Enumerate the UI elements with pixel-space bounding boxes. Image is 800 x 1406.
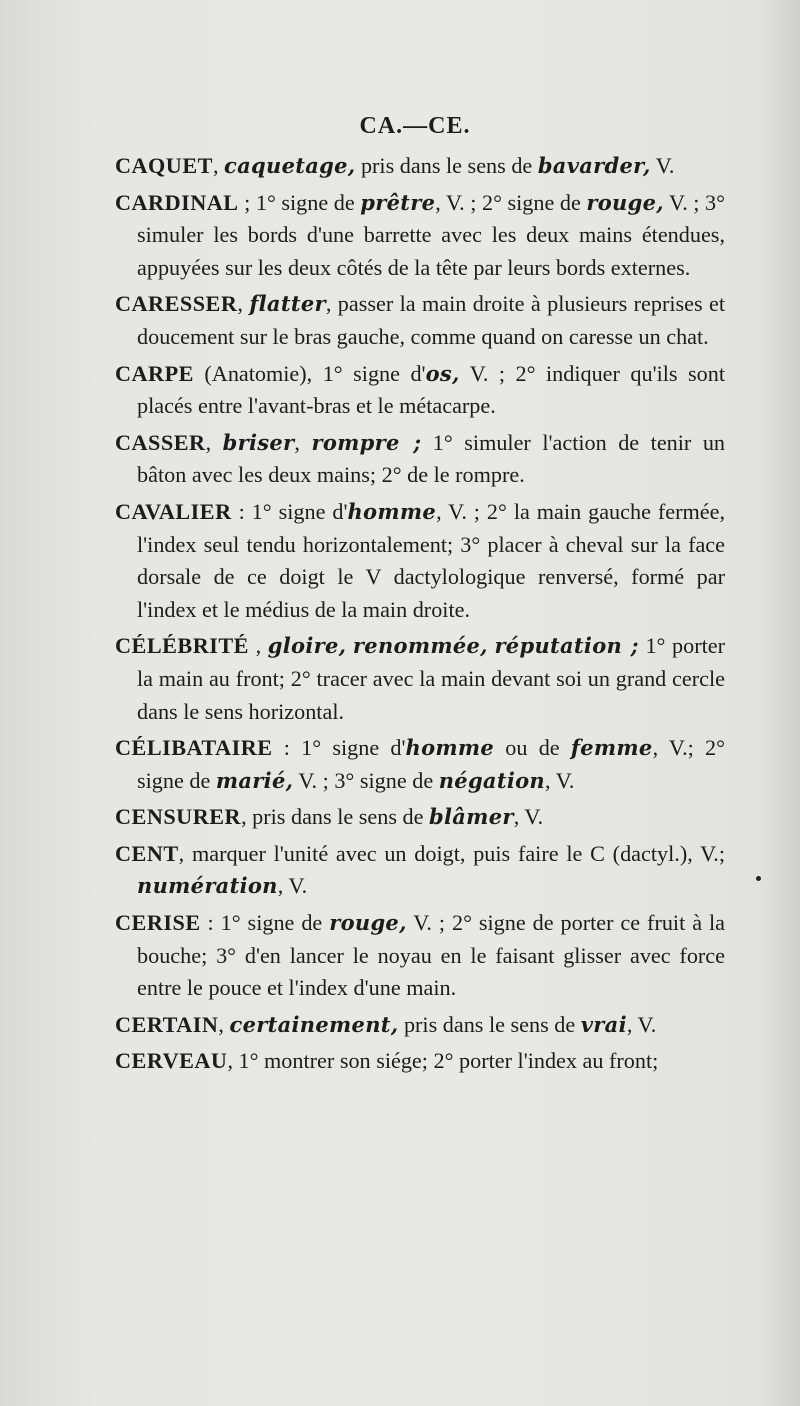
- definition-text: [346, 633, 353, 658]
- headword: CERVEAU: [115, 1048, 228, 1074]
- headword: CERISE: [115, 910, 201, 936]
- entry-casser: [115, 427, 725, 492]
- keyword: homme: [347, 498, 437, 524]
- keyword: rompre ;: [311, 429, 422, 455]
- entry-cerveau: [115, 1045, 725, 1078]
- keyword: réputation ;: [494, 633, 639, 659]
- keyword: briser: [222, 429, 295, 455]
- headword: CÉLIBATAIRE: [115, 735, 273, 761]
- entry-cerise: [115, 907, 725, 1005]
- definition-text: ,: [248, 633, 268, 659]
- keyword: certainement,: [229, 1011, 399, 1037]
- keyword: négation: [438, 767, 545, 793]
- headword: CAQUET: [115, 153, 213, 178]
- keyword: gloire,: [267, 633, 347, 659]
- definition-text: , V.: [277, 873, 308, 899]
- definition-text: pris dans le sens de: [398, 1011, 581, 1037]
- definition-text: , V. ; 2° signe de: [435, 189, 587, 215]
- headword: CASSER: [115, 429, 206, 455]
- headword: CAVALIER: [115, 498, 232, 524]
- definition-text: V. ; 3° simuler les bords d'une barrette avec les deux mains étendues, appuyées sur les deux côtés de la tête par leurs bords externes.: [137, 189, 725, 280]
- keyword: flatter: [249, 291, 326, 317]
- definition-text: pris dans le sens de: [355, 153, 538, 178]
- ink-speck: [756, 876, 761, 881]
- entry-carpe: [115, 358, 725, 423]
- definition-text: , V. ; 2° la main gauche fermée, l'index seul tendu horizontalement; 3° placer à cheval sur la face dorsale de ce doigt le V dactylologique renversé, formé par l'index et le médius de la main droite.: [137, 498, 726, 622]
- entry-celibataire: [115, 732, 725, 797]
- keyword: vrai: [580, 1011, 627, 1037]
- definition-text: , V.: [545, 767, 575, 793]
- entry-cavalier: [115, 496, 725, 626]
- headword: CARESSER: [115, 291, 238, 317]
- definition-text: : 1° signe de: [200, 910, 330, 936]
- keyword: renommée,: [352, 633, 488, 659]
- definition-text: , marquer l'unité avec un doigt, puis faire le C (dactyl.), V.;: [178, 840, 725, 866]
- definition-text: , V.; 2° signe de: [137, 735, 725, 793]
- definition-text: , pris dans le sens de: [241, 804, 430, 830]
- keyword: blâmer: [429, 804, 514, 830]
- definition-text: , passer la main droite à plusieurs reprises et doucement sur le bras gauche, comme quand on caresse un chat.: [137, 291, 725, 349]
- definition-text: ou de: [494, 735, 571, 761]
- keyword: femme: [570, 735, 653, 761]
- definition-text: V. ; 2° signe de porter ce fruit à la bouche; 3° d'en lancer le noyau en le faisant glisser avec force entre le pouce et l'index d'une main.: [137, 910, 725, 1001]
- definition-text: , 1° montrer son siége; 2° porter l'index au front;: [227, 1048, 659, 1074]
- keyword: marié,: [215, 767, 294, 793]
- definition-text: ,: [294, 429, 312, 455]
- entry-certain: [115, 1009, 725, 1042]
- headword: CÉLÉBRITÉ: [115, 633, 249, 659]
- definition-text: : 1° signe d': [231, 498, 348, 524]
- definition-text: V. ; 2° indiquer qu'ils sont placés entre l'avant-bras et le métacarpe.: [137, 360, 726, 419]
- headword: CENT: [115, 840, 179, 866]
- entry-celebrite: [115, 630, 725, 728]
- entry-cardinal: [115, 187, 725, 285]
- headword: CERTAIN: [115, 1011, 219, 1037]
- keyword: prêtre: [360, 189, 436, 215]
- keyword: os,: [425, 360, 460, 386]
- dictionary-entries: [115, 150, 725, 1082]
- keyword: numération: [137, 873, 278, 899]
- definition-text: , V.: [626, 1011, 657, 1037]
- definition-text: ,: [205, 429, 223, 455]
- headword: CARPE: [115, 360, 194, 386]
- definition-text: ,: [212, 153, 225, 178]
- definition-text: ,: [237, 291, 250, 317]
- definition-text: V.: [650, 153, 675, 178]
- definition-text: (Anatomie), 1° signe d': [193, 360, 426, 386]
- definition-text: V. ; 3° signe de: [293, 767, 439, 793]
- headword: CENSURER: [115, 804, 242, 830]
- definition-text: 1° simuler l'action de tenir un bâton avec les deux mains; 2° de le rompre.: [137, 429, 726, 488]
- definition-text: : 1° signe d': [272, 735, 406, 761]
- definition-text: ; 1° signe de: [238, 189, 361, 215]
- keyword: bavarder,: [537, 153, 651, 178]
- definition-text: , V.: [513, 804, 544, 830]
- keyword: homme: [405, 735, 495, 761]
- headword: CARDINAL: [115, 189, 239, 215]
- keyword: rouge,: [329, 910, 407, 936]
- page-header: CA.—CE.: [359, 113, 471, 139]
- entry-caquet: [115, 150, 725, 183]
- definition-text: 1° porter la main au front; 2° tracer avec la main devant soi un grand cercle dans le sens horizontal.: [137, 633, 726, 724]
- entry-censurer: [115, 801, 725, 834]
- keyword: caquetage,: [224, 153, 356, 178]
- keyword: rouge,: [586, 189, 664, 215]
- entry-cent: [115, 838, 725, 903]
- entry-caresser: [115, 288, 725, 353]
- definition-text: ,: [218, 1011, 230, 1037]
